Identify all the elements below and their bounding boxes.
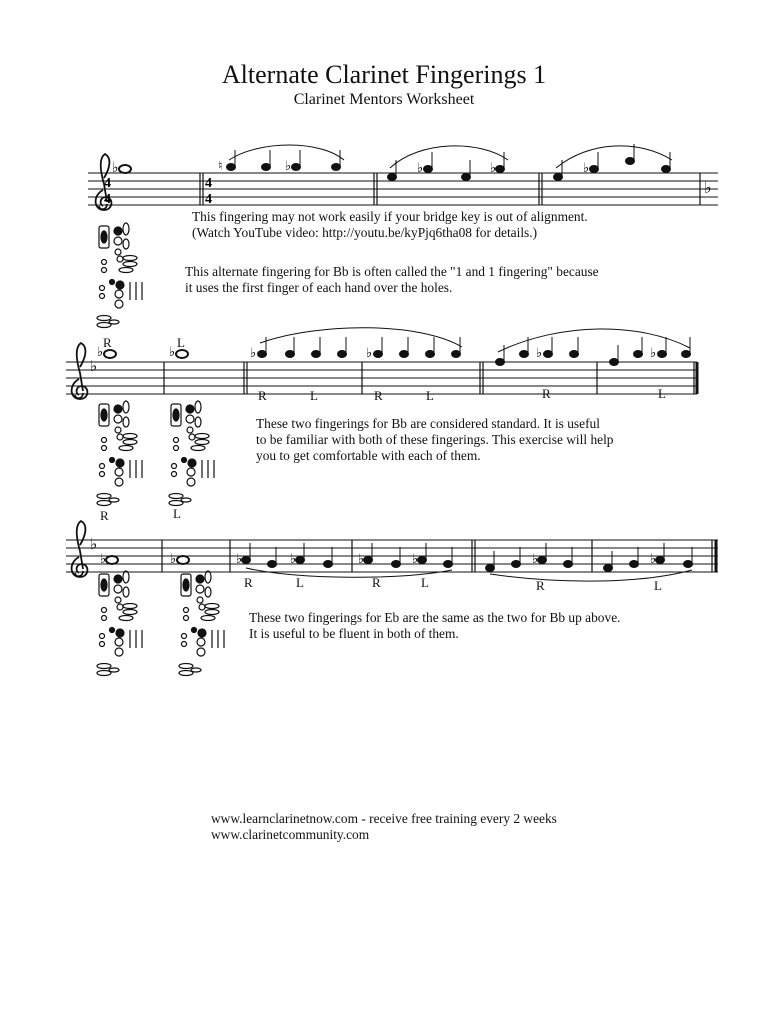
svg-text:♮: ♮	[218, 158, 223, 173]
svg-text:♭: ♭	[250, 345, 257, 360]
fingering-mark-r: R	[103, 335, 112, 350]
label-l: L	[426, 388, 434, 403]
staff-3	[66, 540, 718, 572]
svg-text:♭: ♭	[412, 551, 419, 566]
note-bridge-key: This fingering may not work easily if your bridge key is out of alignment.	[192, 209, 588, 224]
svg-text:♭: ♭	[650, 551, 657, 566]
treble-clef-3	[72, 521, 88, 577]
label-r: R	[374, 388, 383, 403]
svg-text:♭: ♭	[112, 161, 119, 176]
svg-text:♭: ♭	[290, 551, 297, 566]
diagram-label-l: L	[173, 506, 181, 521]
svg-text:♭: ♭	[285, 158, 292, 173]
fingering-diagram-4	[97, 571, 142, 676]
svg-text:♭: ♭	[97, 344, 104, 359]
fingering-diagram-1	[97, 223, 142, 328]
note-standard-b: to be familiar with both of these fingerings. This exercise will help	[256, 432, 614, 447]
svg-text:♭: ♭	[358, 551, 365, 566]
svg-text:♭: ♭	[650, 345, 657, 360]
svg-text:♭: ♭	[90, 537, 98, 553]
svg-text:♭: ♭	[532, 551, 539, 566]
fingering-diagram-5	[179, 571, 224, 676]
label-r: R	[258, 388, 267, 403]
label-l: L	[654, 578, 662, 593]
svg-text:♭: ♭	[704, 180, 712, 197]
svg-text:♭: ♭	[417, 160, 424, 175]
page-title: Alternate Clarinet Fingerings 1	[221, 60, 547, 89]
svg-text:4: 4	[205, 176, 212, 191]
label-r: R	[536, 578, 545, 593]
diagram-label-r: R	[100, 508, 109, 523]
label-r: R	[542, 386, 551, 401]
label-l: L	[421, 575, 429, 590]
label-r: R	[244, 575, 253, 590]
time-signature-top: 4	[104, 176, 111, 191]
page-subtitle: Clarinet Mentors Worksheet	[293, 91, 475, 108]
note-eb-a: These two fingerings for Eb are the same as the two for Bb up above.	[249, 610, 621, 625]
svg-text:♭: ♭	[583, 160, 590, 175]
svg-text:♭: ♭	[366, 345, 373, 360]
fingering-mark-l: L	[177, 335, 185, 350]
label-l: L	[658, 386, 666, 401]
note-standard-c: you to get comfortable with each of them.	[256, 448, 481, 463]
staff-1	[88, 173, 718, 205]
note-eb-b: It is useful to be fluent in both of them.	[249, 626, 459, 641]
svg-text:♭: ♭	[536, 345, 543, 360]
svg-text:♭: ♭	[90, 359, 98, 375]
svg-text:♭: ♭	[100, 551, 107, 566]
svg-text:♭: ♭	[490, 160, 497, 175]
fingering-diagram-2	[97, 401, 142, 506]
label-r: R	[372, 575, 381, 590]
note-1and1-a: This alternate fingering for Bb is often called the "1 and 1 fingering" because	[185, 264, 599, 279]
note-standard-a: These two fingerings for Bb are considered standard. It is useful	[256, 416, 600, 431]
svg-text:♭: ♭	[236, 551, 243, 566]
label-l: L	[296, 575, 304, 590]
note-1and1-b: it uses the first finger of each hand over the holes.	[185, 280, 453, 295]
footer-link-clarinetcommunity[interactable]: www.clarinetcommunity.com	[211, 827, 370, 842]
svg-text:♭: ♭	[170, 551, 177, 566]
note-youtube-link: (Watch YouTube video: http://youtu.be/kyPjq6tha08 for details.)	[192, 225, 538, 240]
footer-link-learnclarinetnow[interactable]: www.learnclarinetnow.com - receive free training every 2 weeks	[211, 811, 557, 826]
svg-text:4: 4	[205, 192, 212, 207]
treble-clef-2	[72, 343, 88, 399]
time-signature-bottom: 4	[104, 192, 111, 207]
fingering-diagram-3	[169, 401, 214, 506]
svg-text:♭: ♭	[169, 344, 176, 359]
label-l: L	[310, 388, 318, 403]
